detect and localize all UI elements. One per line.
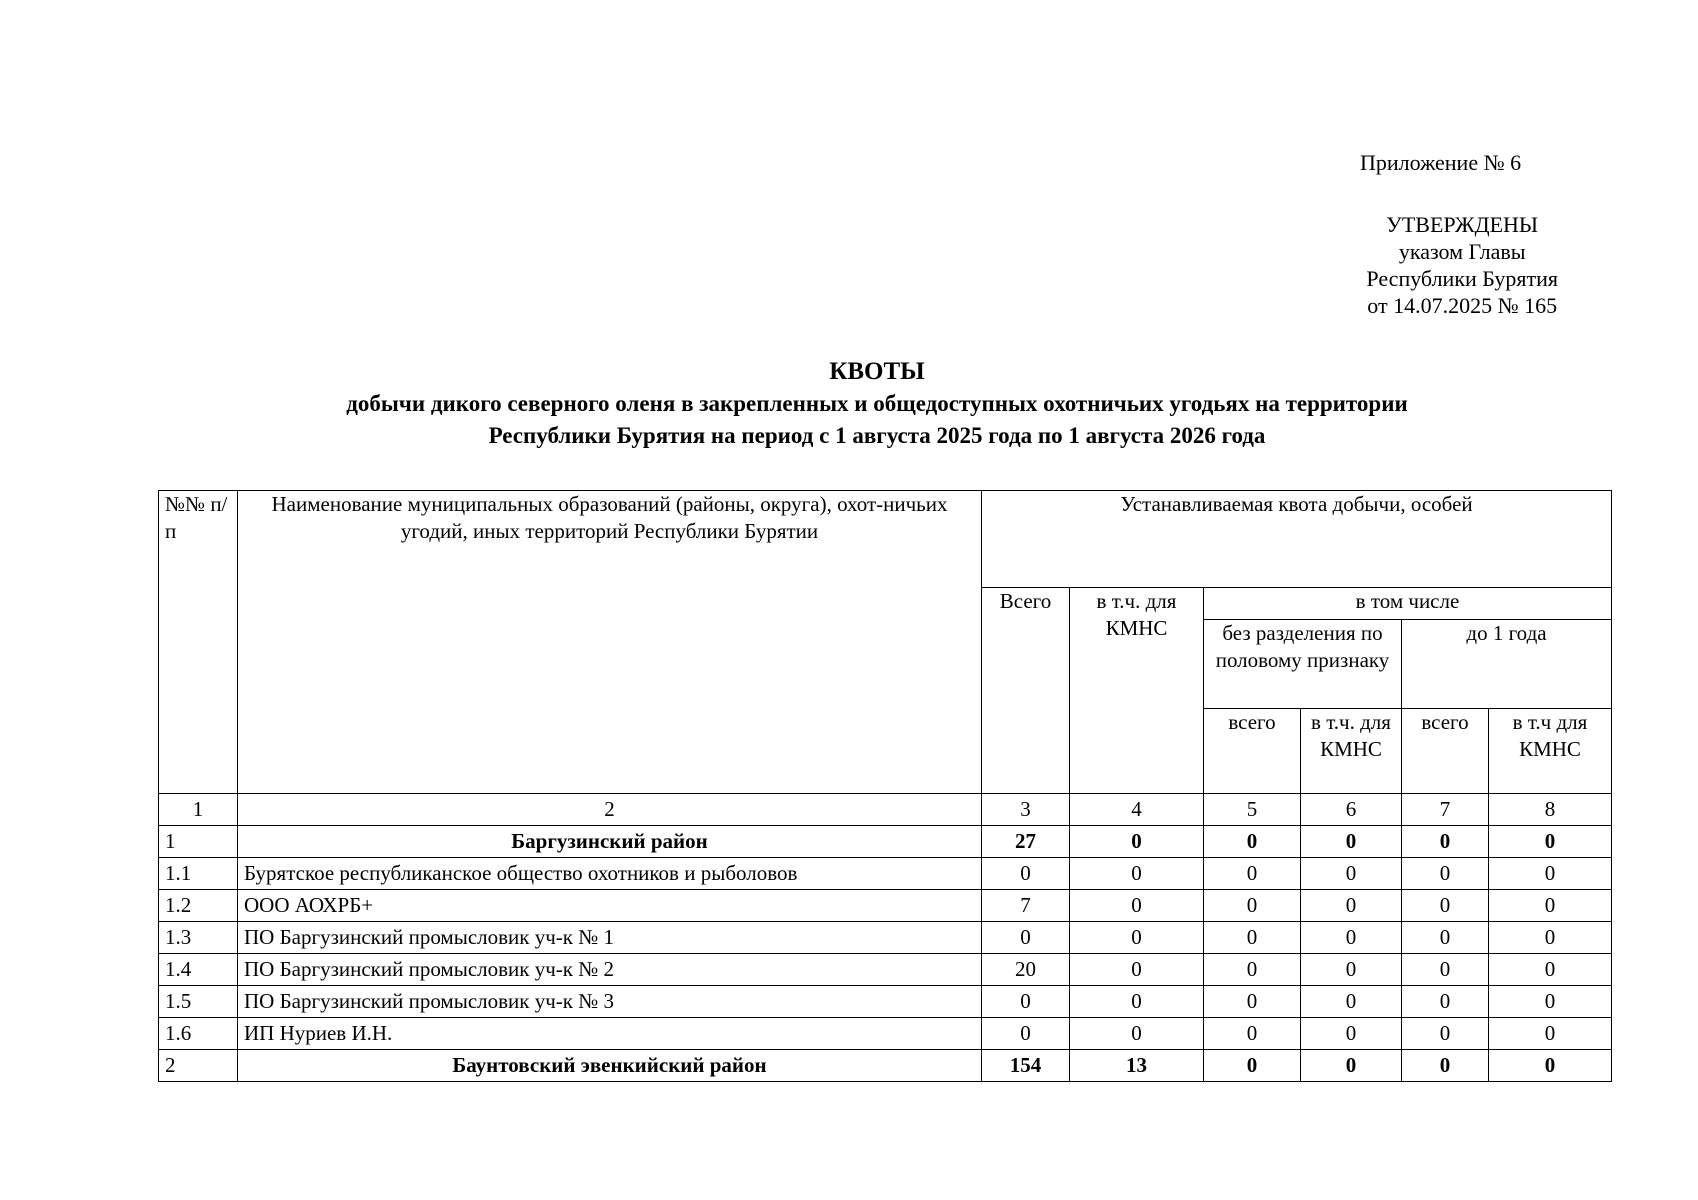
row-number: 1.4 (159, 954, 238, 986)
header-subtotal: всего (1204, 709, 1301, 794)
quota-value: 0 (1070, 826, 1204, 858)
quota-value: 0 (1204, 858, 1301, 890)
quota-value: 27 (982, 826, 1070, 858)
table-row (159, 922, 1612, 954)
column-number-row (159, 794, 1612, 826)
quota-value: 0 (1204, 954, 1301, 986)
quota-value: 0 (1301, 986, 1402, 1018)
quota-value: 0 (1204, 986, 1301, 1018)
quota-value: 0 (1204, 922, 1301, 954)
header-row-number: №№ п/п (159, 491, 238, 794)
quota-value: 0 (1489, 1050, 1612, 1082)
column-number: 7 (1402, 794, 1489, 826)
table-row (159, 858, 1612, 890)
quota-value: 0 (1070, 890, 1204, 922)
header-no-sex-division: без разделения по половому признаку (1204, 620, 1402, 709)
column-number: 1 (159, 794, 238, 826)
table-row (159, 986, 1612, 1018)
quota-value: 0 (982, 858, 1070, 890)
hunting-ground-name: ПО Баргузинский промысловик уч-к № 1 (238, 922, 982, 954)
row-number: 1.6 (159, 1018, 238, 1050)
quota-value: 0 (1402, 922, 1489, 954)
quota-value: 0 (1204, 1050, 1301, 1082)
quota-value: 0 (982, 986, 1070, 1018)
document-title: КВОТЫ (829, 358, 925, 385)
table-row (159, 1018, 1612, 1050)
quota-value: 0 (1402, 954, 1489, 986)
approval-line: Республики Бурятия (1366, 266, 1558, 291)
quota-value: 0 (1301, 922, 1402, 954)
quota-value: 20 (982, 954, 1070, 986)
quota-value: 0 (1070, 986, 1204, 1018)
annex-label: Приложение № 6 (1360, 150, 1522, 175)
quota-value: 0 (1301, 1050, 1402, 1082)
quota-value: 0 (1489, 890, 1612, 922)
quota-value: 0 (1070, 922, 1204, 954)
header-kmns: в т.ч. для КМНС (1070, 588, 1204, 794)
quota-value: 0 (1301, 858, 1402, 890)
column-number: 5 (1204, 794, 1301, 826)
document-subtitle-line: Республики Бурятия на период с 1 августа 2025 года по 1 августа 2026 года (488, 423, 1266, 448)
column-number: 2 (238, 794, 982, 826)
header-subtotal: всего (1402, 709, 1489, 794)
quota-value: 154 (982, 1050, 1070, 1082)
quota-rows (159, 826, 1612, 1082)
approval-line: указом Главы (1398, 239, 1526, 264)
quota-value: 0 (1070, 954, 1204, 986)
document-subtitle-line: добычи дикого северного оленя в закрепленных и общедоступных охотничьих угодьях на территории (346, 391, 1408, 416)
row-number: 2 (159, 1050, 238, 1082)
quota-value: 0 (1070, 858, 1204, 890)
quota-value: 0 (1489, 858, 1612, 890)
row-number: 1.5 (159, 986, 238, 1018)
quota-value: 0 (982, 1018, 1070, 1050)
header-quota: Устанавливаемая квота добычи, особей (982, 491, 1612, 588)
header-total: Всего (982, 588, 1070, 794)
approval-line: от 14.07.2025 № 165 (1367, 293, 1558, 318)
quota-value: 0 (1489, 986, 1612, 1018)
quota-value: 0 (1402, 826, 1489, 858)
document-title-block (0, 356, 1698, 452)
column-number: 6 (1301, 794, 1402, 826)
quota-value: 0 (1301, 890, 1402, 922)
hunting-ground-name: Бурятское республиканское общество охотников и рыболовов (238, 858, 982, 890)
row-number: 1.1 (159, 858, 238, 890)
hunting-ground-name: ПО Баргузинский промысловик уч-к № 3 (238, 986, 982, 1018)
quota-value: 0 (1489, 954, 1612, 986)
header-under-one-year: до 1 года (1402, 620, 1612, 709)
quota-value: 0 (1070, 1018, 1204, 1050)
column-number: 3 (982, 794, 1070, 826)
header-sub-kmns: в т.ч для КМНС (1489, 709, 1612, 794)
table-row (159, 1050, 1612, 1082)
quota-value: 0 (1301, 826, 1402, 858)
row-number: 1.3 (159, 922, 238, 954)
approval-line: УТВЕРЖДЕНЫ (1386, 212, 1539, 237)
header-including: в том числе (1204, 588, 1612, 620)
quota-value: 0 (1402, 1050, 1489, 1082)
header-sub-kmns: в т.ч. для КМНС (1301, 709, 1402, 794)
header-name: Наименование муниципальных образований (районы, округа), охот-ничьих угодий, иных территорий Республики Бурятии (238, 491, 982, 794)
table-row (159, 890, 1612, 922)
column-number: 8 (1489, 794, 1612, 826)
column-number: 4 (1070, 794, 1204, 826)
hunting-ground-name: ПО Баргузинский промысловик уч-к № 2 (238, 954, 982, 986)
quota-value: 0 (1402, 986, 1489, 1018)
quota-value: 0 (1301, 954, 1402, 986)
quota-value: 0 (1204, 826, 1301, 858)
quota-value: 0 (1301, 1018, 1402, 1050)
row-number: 1.2 (159, 890, 238, 922)
table-row (159, 954, 1612, 986)
quota-table (158, 490, 1612, 1082)
hunting-ground-name: ООО АОХРБ+ (238, 890, 982, 922)
quota-value: 0 (1204, 890, 1301, 922)
quota-value: 0 (1402, 858, 1489, 890)
table-row (159, 826, 1612, 858)
district-name: Баунтовский эвенкийский район (238, 1050, 982, 1082)
quota-value: 0 (982, 922, 1070, 954)
district-name: Баргузинский район (238, 826, 982, 858)
quota-value: 0 (1489, 826, 1612, 858)
approval-stamp (1366, 211, 1558, 319)
quota-value: 13 (1070, 1050, 1204, 1082)
hunting-ground-name: ИП Нуриев И.Н. (238, 1018, 982, 1050)
quota-value: 7 (982, 890, 1070, 922)
quota-value: 0 (1402, 890, 1489, 922)
row-number: 1 (159, 826, 238, 858)
quota-value: 0 (1402, 1018, 1489, 1050)
quota-value: 0 (1489, 922, 1612, 954)
quota-value: 0 (1489, 1018, 1612, 1050)
quota-value: 0 (1204, 1018, 1301, 1050)
